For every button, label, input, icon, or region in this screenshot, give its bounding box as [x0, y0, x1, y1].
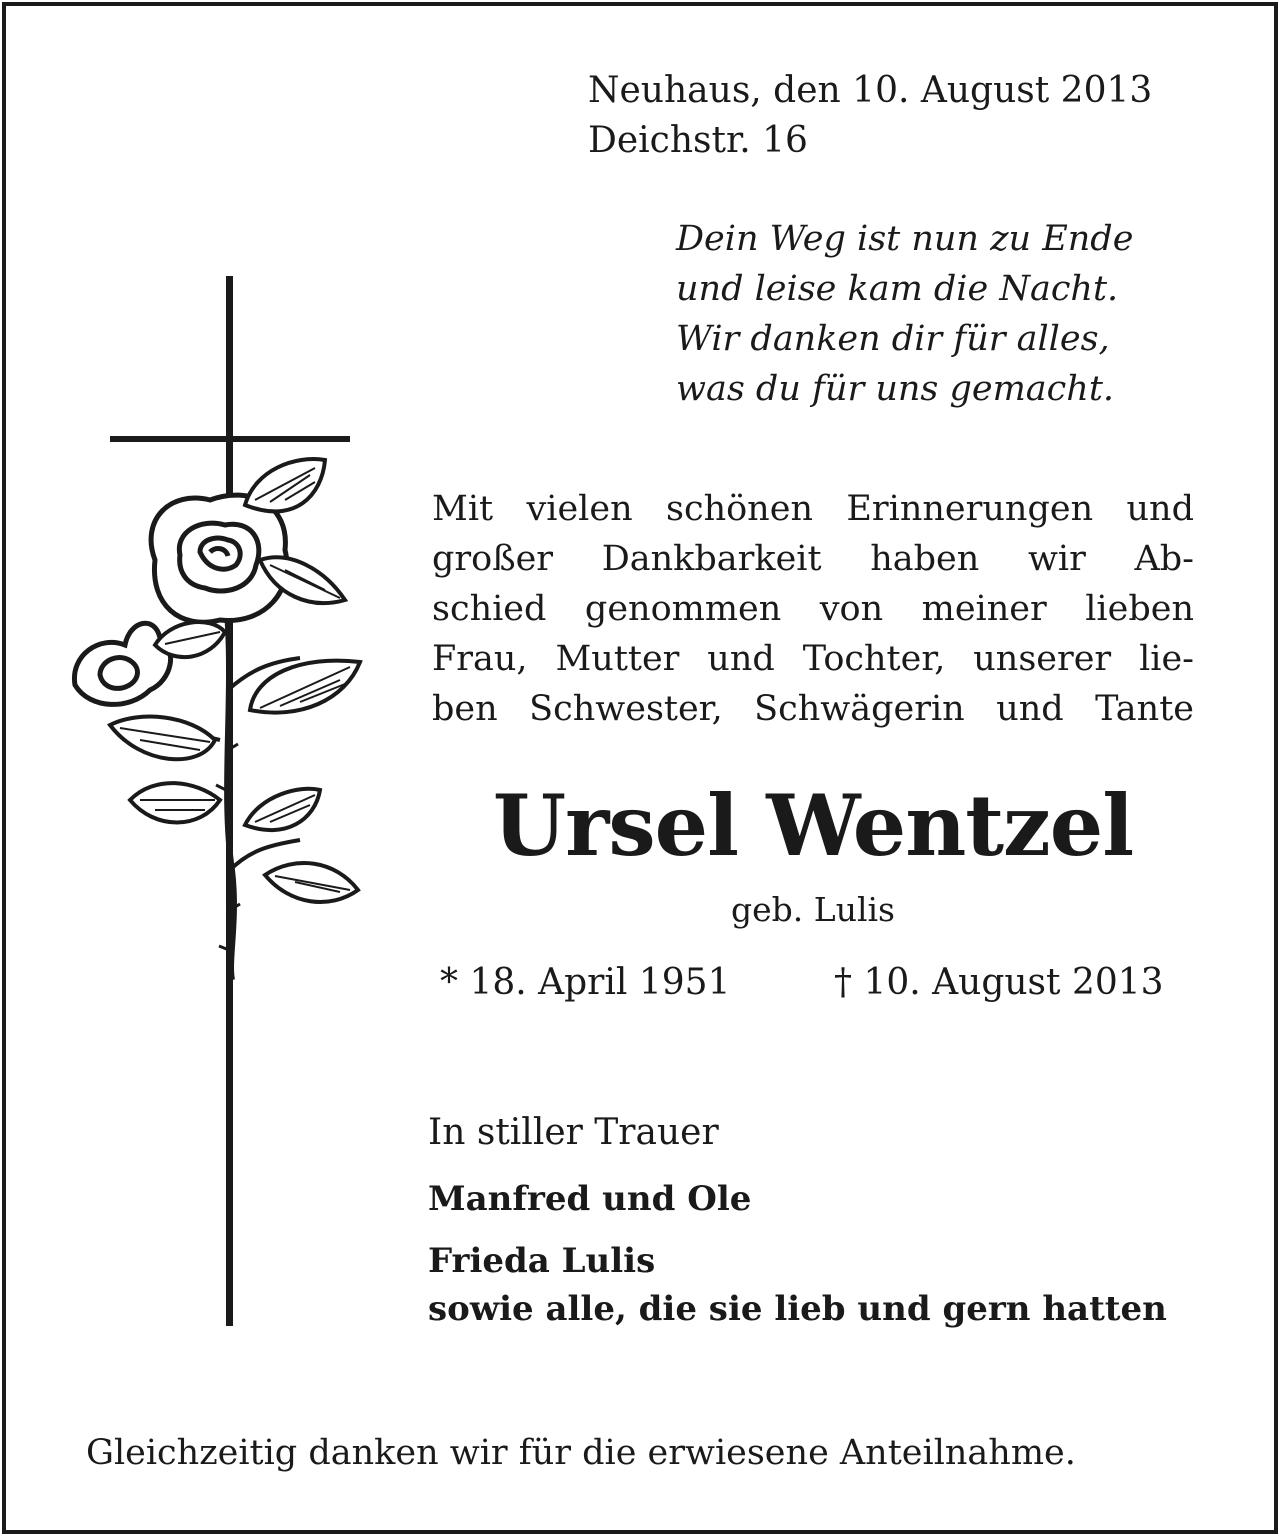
mourner-names: Manfred und Ole	[428, 1179, 752, 1219]
mourning-intro: In stiller Trauer	[428, 1112, 719, 1153]
poem	[676, 214, 1133, 414]
death-date: † 10. August 2013	[834, 962, 1164, 1003]
cross-with-rose-icon	[60, 270, 370, 1340]
mourner-names: sowie alle, die sie lieb und gern hatten	[428, 1289, 1167, 1329]
announcement-line: ben Schwester, Schwägerin und Tante	[432, 689, 1194, 729]
announcement-line: schied genommen von meiner lieben	[432, 589, 1194, 629]
poem-line: was du für uns gemacht.	[676, 369, 1115, 409]
announcement-line: großer Dankbarkeit haben wir Ab-	[432, 539, 1194, 579]
poem-line: Wir danken dir für alles,	[676, 319, 1110, 359]
address: Deichstr. 16	[588, 120, 808, 161]
maiden-name: geb. Lulis	[731, 890, 895, 929]
deceased-name: Ursel Wentzel	[492, 776, 1134, 875]
announcement-line: Frau, Mutter und Tochter, unserer lie-	[432, 639, 1194, 679]
place-date: Neuhaus, den 10. August 2013	[588, 70, 1153, 111]
mourner-names: Frieda Lulis	[428, 1241, 656, 1281]
poem-line: Dein Weg ist nun zu Ende	[676, 219, 1134, 259]
birth-date: * 18. April 1951	[440, 962, 731, 1003]
poem-line: und leise kam die Nacht.	[676, 269, 1119, 309]
thanks-note: Gleichzeitig danken wir für die erwiesene Anteilnahme.	[86, 1433, 1076, 1473]
announcement-line: Mit vielen schönen Erinnerungen und	[432, 489, 1194, 529]
announcement-text	[432, 484, 1194, 734]
place-date-block	[588, 66, 1152, 166]
